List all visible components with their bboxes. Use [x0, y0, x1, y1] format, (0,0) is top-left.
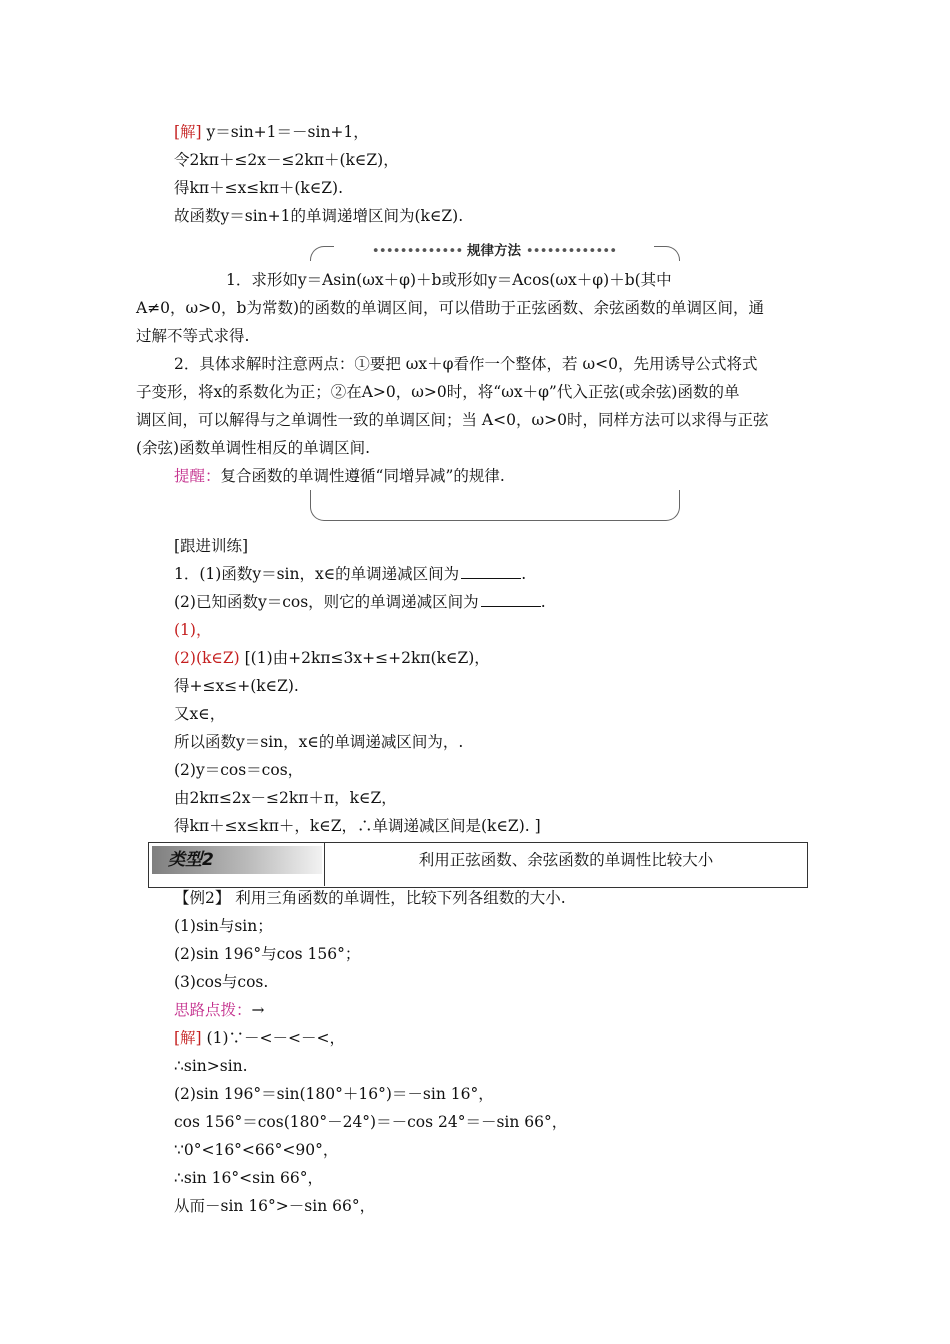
method-title-text: 规律方法	[467, 243, 521, 259]
method-tip	[174, 466, 505, 486]
practice-line-1: 得+≤x≤+(k∈Z).	[174, 677, 299, 695]
example2-step-5: ∴sin 16°<sin 66°，	[174, 1169, 323, 1187]
method-box-bottom-border	[310, 490, 680, 521]
hint-label: 思路点拨：	[174, 1001, 252, 1019]
practice-line-4: (2)y＝cos＝cos，	[174, 761, 304, 779]
solution-label: [解]	[174, 123, 202, 141]
method-p1-line-2: A≠0，ω>0，b为常数)的函数的单调区间，可以借助于正弦函数、余弦函数的单调区间，通	[136, 299, 765, 317]
practice-q2-text: (2)已知函数y＝cos，则它的单调递减区间为	[174, 593, 479, 611]
practice-header: [跟进训练]	[174, 537, 249, 555]
example2-item-2: (2)sin 196°与cos 156°；	[174, 945, 361, 963]
practice-line-3: 所以函数y＝sin，x∈的单调递减区间为，.	[174, 733, 464, 751]
answer-blank-2	[481, 592, 541, 607]
example2-step-6: 从而－sin 16°>－sin 66°，	[174, 1197, 376, 1215]
type-label: 类型2	[152, 846, 322, 874]
example2-step-1: ∴sin>sin.	[174, 1057, 248, 1075]
practice-q1-end: .	[521, 565, 527, 583]
practice-answer-2-label: (2)(k∈Z)	[174, 649, 240, 667]
example2-item-1: (1)sin与sin；	[174, 917, 273, 935]
method-p1-line-3: 过解不等式求得.	[136, 327, 250, 345]
hint-text: →	[251, 1001, 265, 1019]
example2-item-3: (3)cos与cos.	[174, 973, 269, 991]
method-dots-right: •••••••••••••	[525, 243, 617, 259]
method-p1-line-1: 1．求形如y＝Asin(ωx＋φ)＋b或形如y＝Acos(ωx＋φ)＋b(其中	[226, 271, 672, 289]
practice-line-2: 又x∈，	[174, 705, 226, 723]
example2-solution	[174, 1028, 345, 1048]
type-title: 利用正弦函数、余弦函数的单调性比较大小	[418, 851, 714, 869]
method-p2-line-4: (余弦)函数单调性相反的单调区间.	[136, 439, 371, 457]
practice-q2-end: .	[540, 593, 546, 611]
example2-solution-text: (1)∵－<－<－<，	[201, 1029, 345, 1047]
method-p2-line-2: 子变形，将x的系数化为正；②在A>0，ω>0时，将“ωx＋φ”代入正弦(或余弦)函数的单	[136, 383, 740, 401]
example2-solution-label: [解]	[174, 1029, 202, 1047]
solution-line-1	[174, 122, 369, 142]
method-dots-left: •••••••••••••	[371, 243, 463, 259]
type-header-divider	[324, 842, 325, 886]
tip-label: 提醒：	[174, 467, 221, 485]
method-box-title	[334, 239, 654, 259]
solution-line-3: 得kπ＋≤x≤kπ＋(k∈Z).	[174, 179, 344, 197]
solution-line-4: 故函数y＝sin+1的单调递增区间为(k∈Z).	[174, 207, 464, 225]
practice-q2	[174, 592, 546, 612]
solution-text: y＝sin+1＝－sin+1，	[201, 123, 369, 141]
solution-line-2: 令2kπ＋≤2x－≤2kπ＋(k∈Z)，	[174, 151, 399, 169]
practice-line-6: 得kπ＋≤x≤kπ＋，k∈Z，∴单调递减区间是(k∈Z). ]	[174, 817, 541, 835]
answer-blank-1	[461, 564, 521, 579]
example2-header: 【例2】 利用三角函数的单调性，比较下列各组数的大小.	[174, 889, 566, 907]
example2-step-3: cos 156°＝cos(180°－24°)＝－cos 24°＝－sin 66°，	[174, 1113, 568, 1131]
example2-hint	[174, 1000, 265, 1020]
practice-q1	[174, 564, 526, 584]
practice-answer-2	[174, 648, 490, 668]
example2-step-2: (2)sin 196°＝sin(180°＋16°)＝－sin 16°，	[174, 1085, 494, 1103]
practice-answer-1: (1)，	[174, 621, 212, 639]
tip-text: 复合函数的单调性遵循“同增异减”的规律.	[220, 467, 505, 485]
practice-answer-2-text: [(1)由+2kπ≤3x+≤+2kπ(k∈Z)，	[239, 649, 490, 667]
practice-q1-text: 1．(1)函数y＝sin，x∈的单调递减区间为	[174, 565, 460, 583]
example2-step-4: ∵0°<16°<66°<90°，	[174, 1141, 339, 1159]
method-p2-line-1: 2．具体求解时注意两点：①要把 ωx＋φ看作一个整体，若 ω<0，先用诱导公式将式	[174, 355, 758, 373]
method-p2-line-3: 调区间，可以解得与之单调性一致的单调区间；当 A<0，ω>0时，同样方法可以求得与正弦	[136, 411, 769, 429]
practice-line-5: 由2kπ≤2x－≤2kπ＋π，k∈Z，	[174, 789, 397, 807]
